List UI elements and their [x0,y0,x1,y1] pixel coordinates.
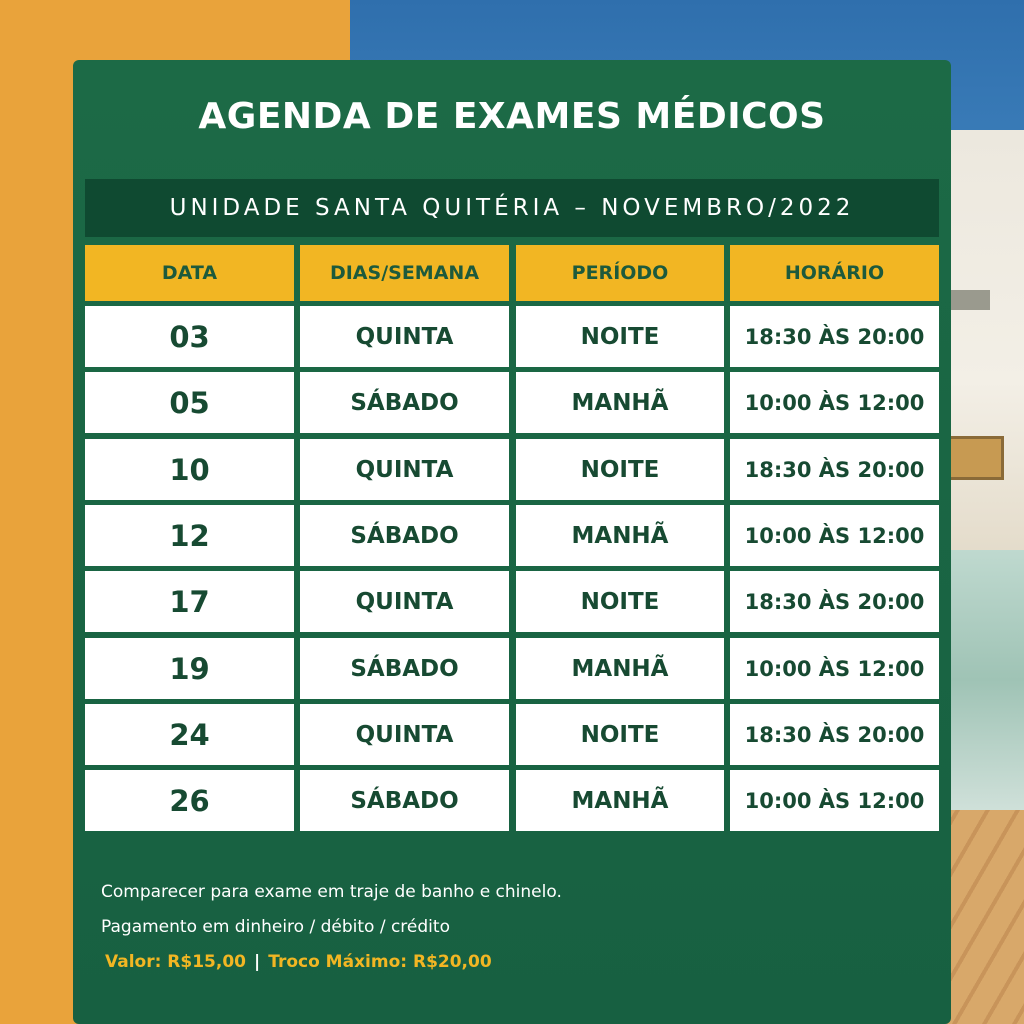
day-cell: SÁBADO [300,638,509,699]
period-cell: NOITE [516,439,724,500]
change-value: Troco Máximo: R$20,00 [268,952,492,972]
date-cell: 03 [85,306,294,367]
date-cell: 19 [85,638,294,699]
day-cell: QUINTA [300,306,509,367]
period-cell: MANHÃ [516,505,724,566]
note-payment: Pagamento em dinheiro / débito / crédito [101,917,450,937]
header-dias-semana: DIAS/SEMANA [300,245,509,301]
day-cell: SÁBADO [300,372,509,433]
day-cell: SÁBADO [300,770,509,831]
period-cell: MANHÃ [516,372,724,433]
period-cell: NOITE [516,704,724,765]
subtitle: UNIDADE SANTA QUITÉRIA – NOVEMBRO/2022 [169,195,855,221]
header-horario: HORÁRIO [730,245,939,301]
time-cell: 18:30 ÀS 20:00 [730,704,939,765]
note-attire: Comparecer para exame em traje de banho e chinelo. [101,882,562,902]
period-cell: NOITE [516,306,724,367]
period-cell: MANHÃ [516,638,724,699]
price-value: Valor: R$15,00 [105,952,246,972]
date-cell: 17 [85,571,294,632]
day-cell: QUINTA [300,704,509,765]
background-window [950,290,990,310]
time-cell: 10:00 ÀS 12:00 [730,770,939,831]
date-cell: 05 [85,372,294,433]
note-prices [105,952,492,972]
time-cell: 18:30 ÀS 20:00 [730,306,939,367]
day-cell: SÁBADO [300,505,509,566]
date-cell: 26 [85,770,294,831]
period-cell: NOITE [516,571,724,632]
background-window [948,436,1004,480]
price-separator: | [254,952,261,972]
header-data: DATA [85,245,294,301]
date-cell: 12 [85,505,294,566]
day-cell: QUINTA [300,439,509,500]
date-cell: 10 [85,439,294,500]
time-cell: 10:00 ÀS 12:00 [730,372,939,433]
day-cell: QUINTA [300,571,509,632]
page-title: AGENDA DE EXAMES MÉDICOS [198,96,826,137]
time-cell: 10:00 ÀS 12:00 [730,505,939,566]
header-periodo: PERÍODO [516,245,724,301]
period-cell: MANHÃ [516,770,724,831]
time-cell: 18:30 ÀS 20:00 [730,571,939,632]
time-cell: 10:00 ÀS 12:00 [730,638,939,699]
time-cell: 18:30 ÀS 20:00 [730,439,939,500]
date-cell: 24 [85,704,294,765]
